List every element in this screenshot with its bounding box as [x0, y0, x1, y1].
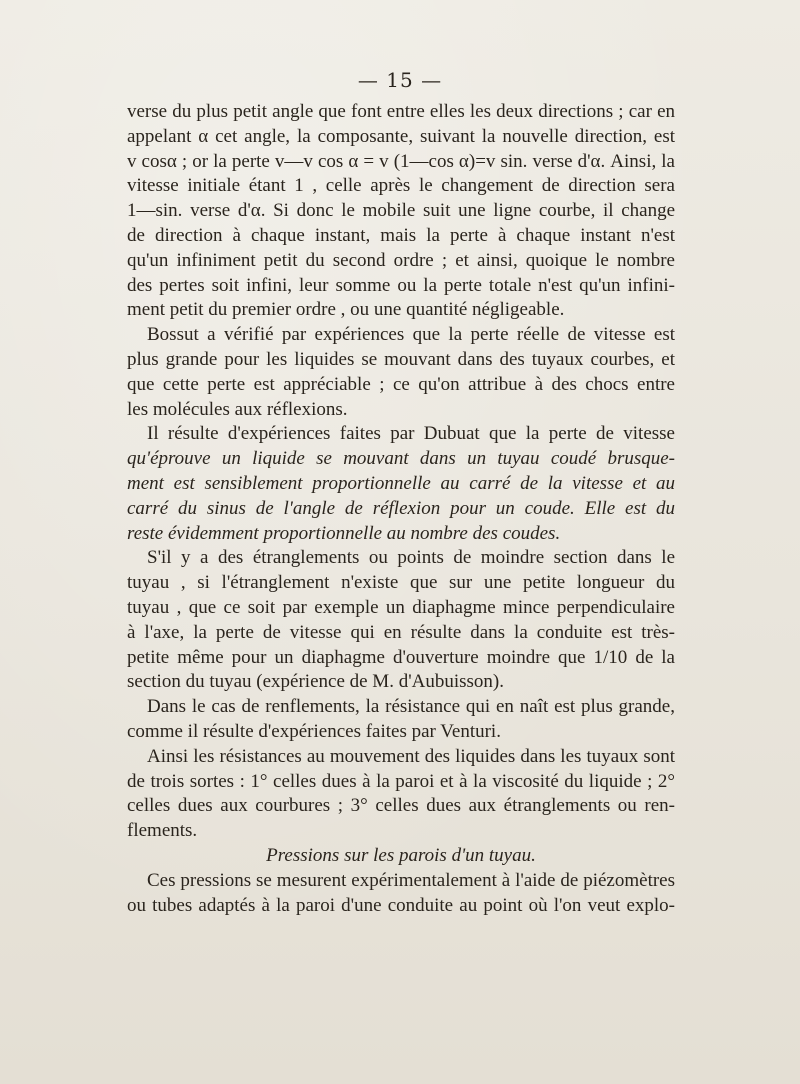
- text-line: vitesse initiale étant 1 , celle après le changement de direction sera: [127, 175, 675, 197]
- text-line: petite même pour un diaphagme d'ouverture moindre que 1/10 de la: [127, 646, 675, 668]
- text-line: qu'éprouve un liquide se mouvant dans un tuyau coudé brusque-: [127, 448, 675, 470]
- text-line: tuyau , si l'étranglement n'existe que sur une petite longueur du: [127, 572, 675, 594]
- text-line: section du tuyau (expérience de M. d'Aubuisson).: [127, 671, 504, 693]
- text-line: à l'axe, la perte de vitesse qui en résulte dans la conduite est très-: [127, 621, 675, 643]
- text-line: Ainsi les résistances au mouvement des liquides dans les tuyaux sont: [147, 745, 675, 767]
- body-text: [127, 100, 675, 918]
- text-line: des pertes soit infini, leur somme ou la perte totale n'est qu'un infini-: [127, 274, 675, 296]
- text-line: plus grande pour les liquides se mouvant dans des tuyaux courbes, et: [127, 348, 675, 370]
- text-line: ment est sensiblement proportionnelle au carré de la vitesse et au: [127, 472, 675, 494]
- text-line: ou tubes adaptés à la paroi d'une conduite au point où l'on veut explo-: [127, 894, 675, 916]
- text-line: flements.: [127, 820, 198, 842]
- text-line: ment petit du premier ordre , ou une quantité négligeable.: [127, 299, 565, 321]
- text-line: comme il résulte d'expériences faites par Venturi.: [127, 720, 501, 742]
- page-number: — 15 —: [357, 68, 443, 92]
- text-line: Pressions sur les parois d'un tuyau.: [266, 844, 536, 866]
- text-line: que cette perte est appréciable ; ce qu'on attribue à des chocs entre: [127, 373, 675, 395]
- text-line: Bossut a vérifié par expériences que la perte réelle de vitesse est: [147, 324, 675, 346]
- text-line: S'il y a des étranglements ou points de moindre section dans le: [147, 547, 675, 569]
- text-line: de trois sortes : 1° celles dues à la paroi et à la viscosité du liquide ; 2°: [127, 770, 675, 792]
- text-line: verse du plus petit angle que font entre elles les deux directions ; car en: [127, 101, 675, 122]
- text-line: les molécules aux réflexions.: [127, 398, 348, 420]
- text-line: carré du sinus de l'angle de réflexion pour un coude. Elle est du: [127, 497, 675, 519]
- text-line: appelant α cet angle, la composante, suivant la nouvelle direction, est: [127, 125, 675, 147]
- text-line: de direction à chaque instant, mais la perte à chaque instant n'est: [127, 224, 675, 246]
- text-line: Il résulte d'expériences faites par Dubuat que la perte de vitesse: [147, 423, 675, 445]
- text-line: celles dues aux courbures ; 3° celles dues aux étranglements ou ren-: [127, 795, 675, 817]
- text-line: tuyau , que ce soit par exemple un diaphagme mince perpendiculaire: [127, 596, 675, 618]
- text-line: Dans le cas de renflements, la résistance qui en naît est plus grande,: [147, 696, 675, 718]
- text-line: Ces pressions se mesurent expérimentalement à l'aide de piézomètres: [147, 869, 675, 891]
- text-line: reste évidemment proportionnelle au nombre des coudes.: [127, 522, 561, 544]
- text-line: qu'un infiniment petit du second ordre ; et ainsi, quoique le nombre: [127, 249, 675, 271]
- text-line: 1—sin. verse d'α. Si donc le mobile suit une ligne courbe, il change: [127, 200, 675, 222]
- text-line: v cosα ; or la perte v—v cos α = v (1—cos α)=v sin. verse d'α. Ainsi, la: [127, 150, 675, 172]
